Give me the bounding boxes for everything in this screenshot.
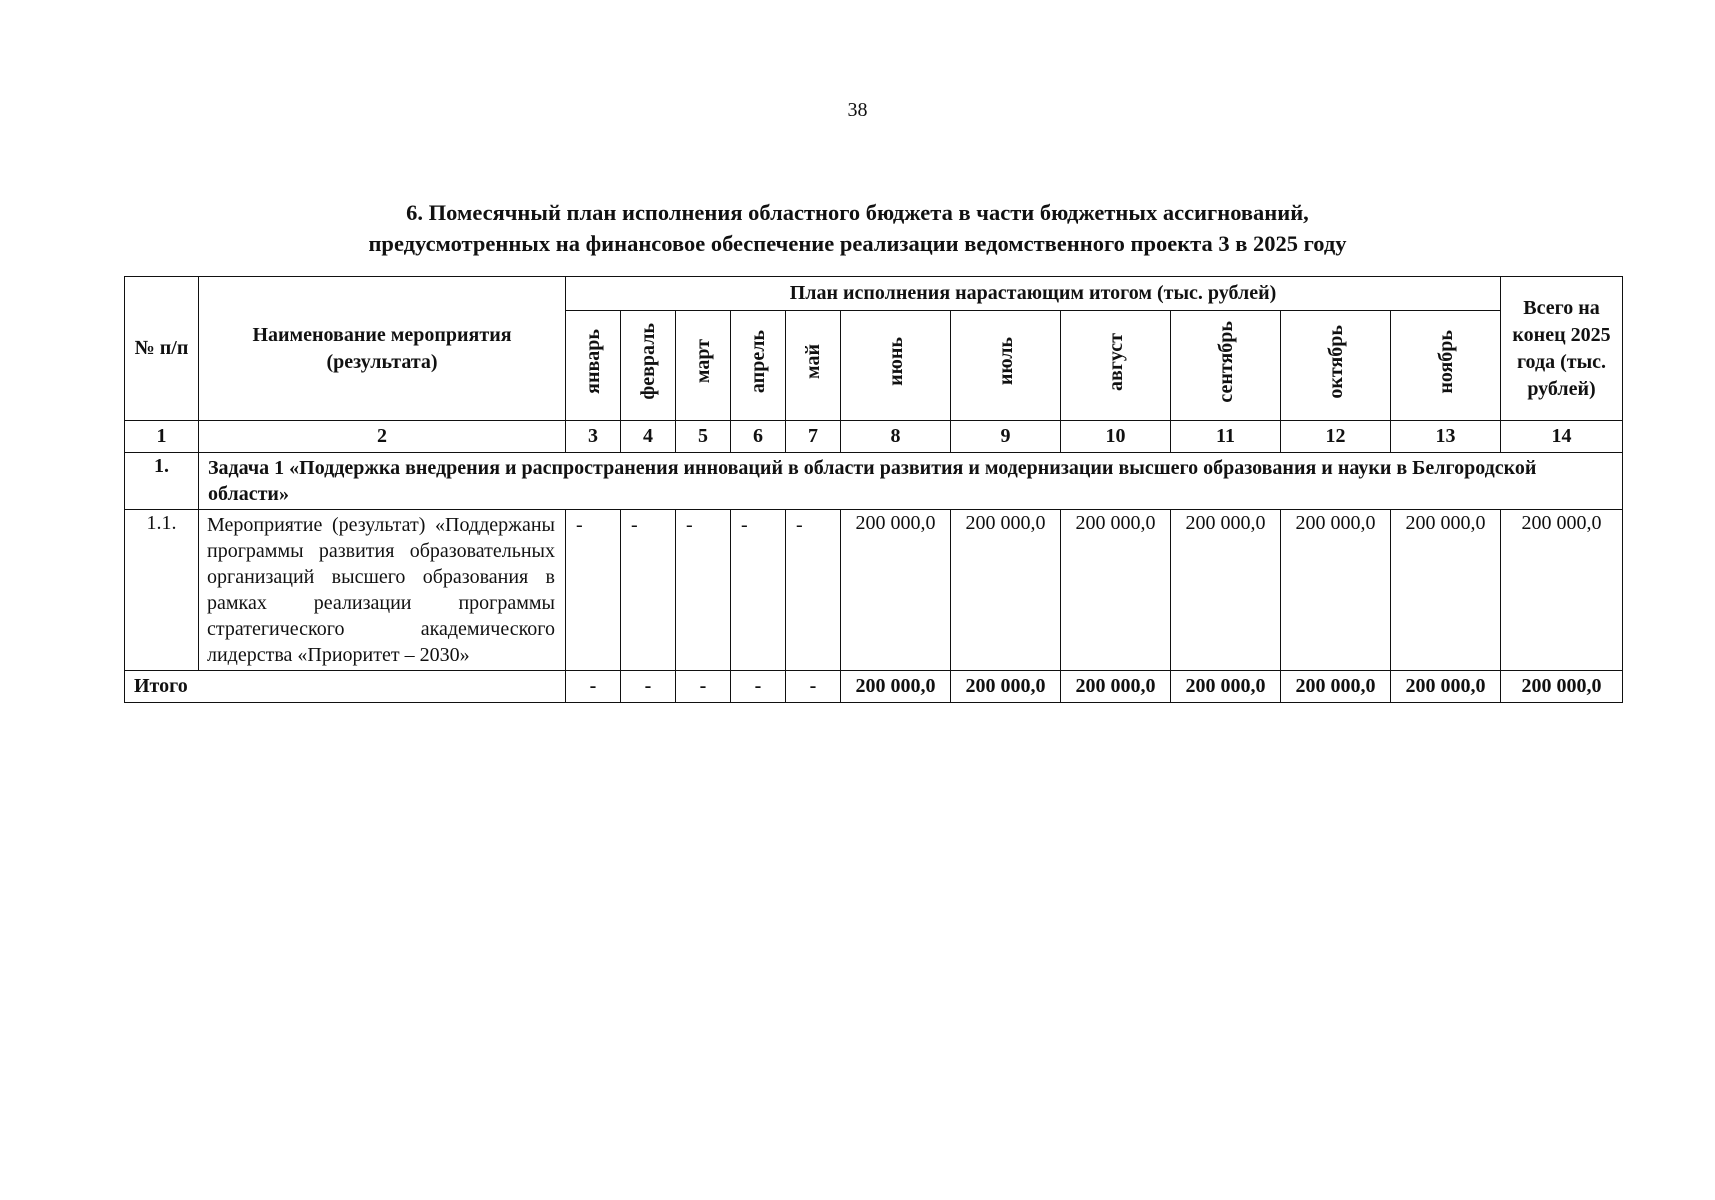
event-number: 1.1. — [125, 510, 199, 671]
header-month-jul: июль — [951, 311, 1061, 421]
header-month-feb: февраль — [621, 311, 676, 421]
event-name: Мероприятие (результат) «Поддержаны программы развития образовательных организаций высшего образования в рамках реализации программы стратегического академического лидерства «Приоритет – 2030» — [199, 510, 566, 671]
header-month-sep: сентябрь — [1171, 311, 1281, 421]
column-number: 11 — [1171, 421, 1281, 453]
event-value-mar: - — [676, 510, 731, 671]
total-value-aug: 200 000,0 — [1061, 671, 1171, 703]
header-total: Всего на конец 2025 года (тыс. рублей) — [1501, 277, 1623, 421]
column-number: 10 — [1061, 421, 1171, 453]
column-number: 8 — [841, 421, 951, 453]
task-number: 1. — [125, 453, 199, 510]
total-value-jun: 200 000,0 — [841, 671, 951, 703]
column-number: 6 — [731, 421, 786, 453]
event-value-feb: - — [621, 510, 676, 671]
event-value-nov: 200 000,0 — [1391, 510, 1501, 671]
header-month-may: май — [786, 311, 841, 421]
column-number: 4 — [621, 421, 676, 453]
column-number: 2 — [199, 421, 566, 453]
header-num: № п/п — [125, 277, 199, 421]
column-number: 9 — [951, 421, 1061, 453]
header-plan: План исполнения нарастающим итогом (тыс. рублей) — [566, 277, 1501, 311]
header-month-jun: июнь — [841, 311, 951, 421]
event-value-jun: 200 000,0 — [841, 510, 951, 671]
header-event-name: Наименование мероприятия (результата) — [199, 277, 566, 421]
header-month-jan: январь — [566, 311, 621, 421]
total-value-nov: 200 000,0 — [1391, 671, 1501, 703]
total-value-mar: - — [676, 671, 731, 703]
total-value-jul: 200 000,0 — [951, 671, 1061, 703]
event-row — [125, 510, 1623, 671]
column-number-row — [125, 421, 1623, 453]
event-value-oct: 200 000,0 — [1281, 510, 1391, 671]
title-line-2: предусмотренных на финансовое обеспечение реализации ведомственного проекта 3 в 2025 году — [368, 231, 1347, 256]
column-number: 12 — [1281, 421, 1391, 453]
event-value-sep: 200 000,0 — [1171, 510, 1281, 671]
column-number: 3 — [566, 421, 621, 453]
column-number: 5 — [676, 421, 731, 453]
task-row — [125, 453, 1623, 510]
total-value-may: - — [786, 671, 841, 703]
total-value-apr: - — [731, 671, 786, 703]
grand-total: 200 000,0 — [1501, 671, 1623, 703]
event-value-apr: - — [731, 510, 786, 671]
header-month-mar: март — [676, 311, 731, 421]
document-title — [0, 197, 1715, 259]
event-total: 200 000,0 — [1501, 510, 1623, 671]
column-number: 7 — [786, 421, 841, 453]
total-value-jan: - — [566, 671, 621, 703]
header-month-oct: октябрь — [1281, 311, 1391, 421]
budget-plan-table — [124, 276, 1623, 703]
event-value-may: - — [786, 510, 841, 671]
header-month-nov: ноябрь — [1391, 311, 1501, 421]
event-value-jan: - — [566, 510, 621, 671]
total-value-sep: 200 000,0 — [1171, 671, 1281, 703]
page-number: 38 — [847, 99, 868, 121]
column-number: 14 — [1501, 421, 1623, 453]
header-month-aug: август — [1061, 311, 1171, 421]
title-line-1: 6. Помесячный план исполнения областного бюджета в части бюджетных ассигнований, — [406, 200, 1309, 225]
event-value-aug: 200 000,0 — [1061, 510, 1171, 671]
task-text: Задача 1 «Поддержка внедрения и распространения инноваций в области развития и модернизации высшего образования и науки в Белгородской области» — [199, 453, 1623, 510]
total-value-feb: - — [621, 671, 676, 703]
total-value-oct: 200 000,0 — [1281, 671, 1391, 703]
total-label: Итого — [125, 671, 566, 703]
column-number: 1 — [125, 421, 199, 453]
event-value-jul: 200 000,0 — [951, 510, 1061, 671]
total-row — [125, 671, 1623, 703]
column-number: 13 — [1391, 421, 1501, 453]
header-month-apr: апрель — [731, 311, 786, 421]
